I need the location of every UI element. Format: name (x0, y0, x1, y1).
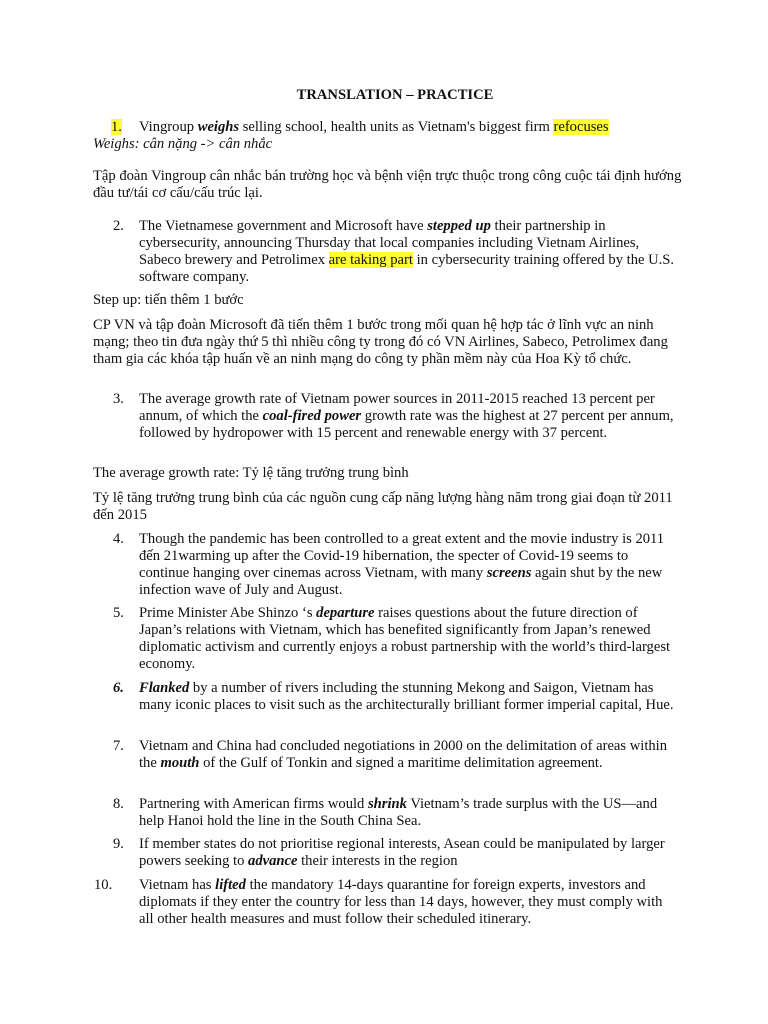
list-item: If member states do not prioritise regional interests, Asean could be manipulated by larger powers seeking to advance their interests in the region (139, 836, 665, 869)
list-item: Prime Minister Abe Shinzo ‘s departure raises questions about the future direction of Japan’s relations with Vietnam, which has benefited significantly from Japan’s renewed diplomatic activism and currently enjoys a robust partnership with the world’s third-largest economy. (139, 605, 671, 672)
note-growth-rate: The average growth rate: Tỷ lệ tăng trưởng trung bình (93, 465, 409, 481)
list-item: Vietnam and China had concluded negotiations in 2000 on the delimitation of areas within the mouth of the Gulf of Tonkin and signed a maritime delimitation agreement. (139, 738, 668, 771)
item-number: 8. (113, 796, 124, 812)
translation-3: Tỷ lệ tăng trưởng trung bình của các nguồn cung cấp năng lượng hàng năm trong giai đoạn từ 2011 đến 2015 (93, 490, 673, 523)
translation-2: CP VN và tập đoàn Microsoft đã tiến thêm 1 bước trong mối quan hệ hợp tác ở lĩnh vực an ninh mạng; theo tin đưa ngày thứ 5 thì nhiều công ty trong đó có VN Airlines, Sabeco, Petrolimex đang tham gia các khóa tập huấn về an ninh mạng do công ty phần mềm này của Hoa Kỳ tổ chức. (93, 317, 668, 367)
list-item: Flanked by a number of rivers including the stunning Mekong and Saigon, Vietnam has many iconic places to visit such as the architecturally brilliant former imperial capital, Hue. (139, 680, 674, 713)
item-number: 2. (113, 218, 124, 234)
item-number: 3. (113, 391, 124, 407)
page-title: TRANSLATION – PRACTICE (296, 87, 494, 103)
item-number: 9. (113, 836, 124, 852)
translation-1: Tập đoàn Vingroup cân nhắc bán trường học và bệnh viện trực thuộc trong công cuộc tái định hướng đầu tư/tái cơ cấu/cấu trúc lại. (93, 168, 682, 201)
item-number: 7. (113, 738, 124, 754)
item-number: 6. (113, 680, 124, 696)
list-item: Partnering with American firms would shrink Vietnam’s trade surplus with the US—and help Hanoi hold the line in the South China Sea. (139, 796, 658, 829)
item-number: 1. (111, 119, 122, 135)
note-step-up: Step up: tiến thêm 1 bước (93, 292, 244, 308)
list-item: The average growth rate of Vietnam power sources in 2011-2015 reached 13 percent per annum, of which the coal-fired power growth rate was the highest at 27 percent per annum, followed by hydropower with 15 percent and renewable energy with 37 percent. (139, 391, 674, 441)
item-number: 4. (113, 531, 124, 547)
list-item: The Vietnamese government and Microsoft have stepped up their partnership in cybersecurity, announcing Thursday that local companies including Vietnam Airlines, Sabeco brewery and Petrolimex are taking part in cybersecurity training offered by the U.S. software company. (139, 218, 675, 285)
item-number: 10. (94, 877, 113, 893)
item-number: 5. (113, 605, 124, 621)
list-item: Vingroup weighs selling school, health units as Vietnam's biggest firm refocuses (139, 119, 609, 135)
note-weighs: Weighs: cân nặng -> cân nhắc (93, 136, 273, 152)
list-item: Though the pandemic has been controlled to a great extent and the movie industry is 2011 đến 21warming up after the Covid-19 hibernation, the specter of Covid-19 seems to continue hanging over cinemas across Vietnam, with many screens again shut by the new infection wave of July and August. (139, 531, 665, 598)
list-item: Vietnam has lifted the mandatory 14-days quarantine for foreign experts, investors and diplomats if they enter the country for less than 14 days, however, they must comply with all other health measures and must follow their scheduled itinerary. (139, 877, 663, 927)
